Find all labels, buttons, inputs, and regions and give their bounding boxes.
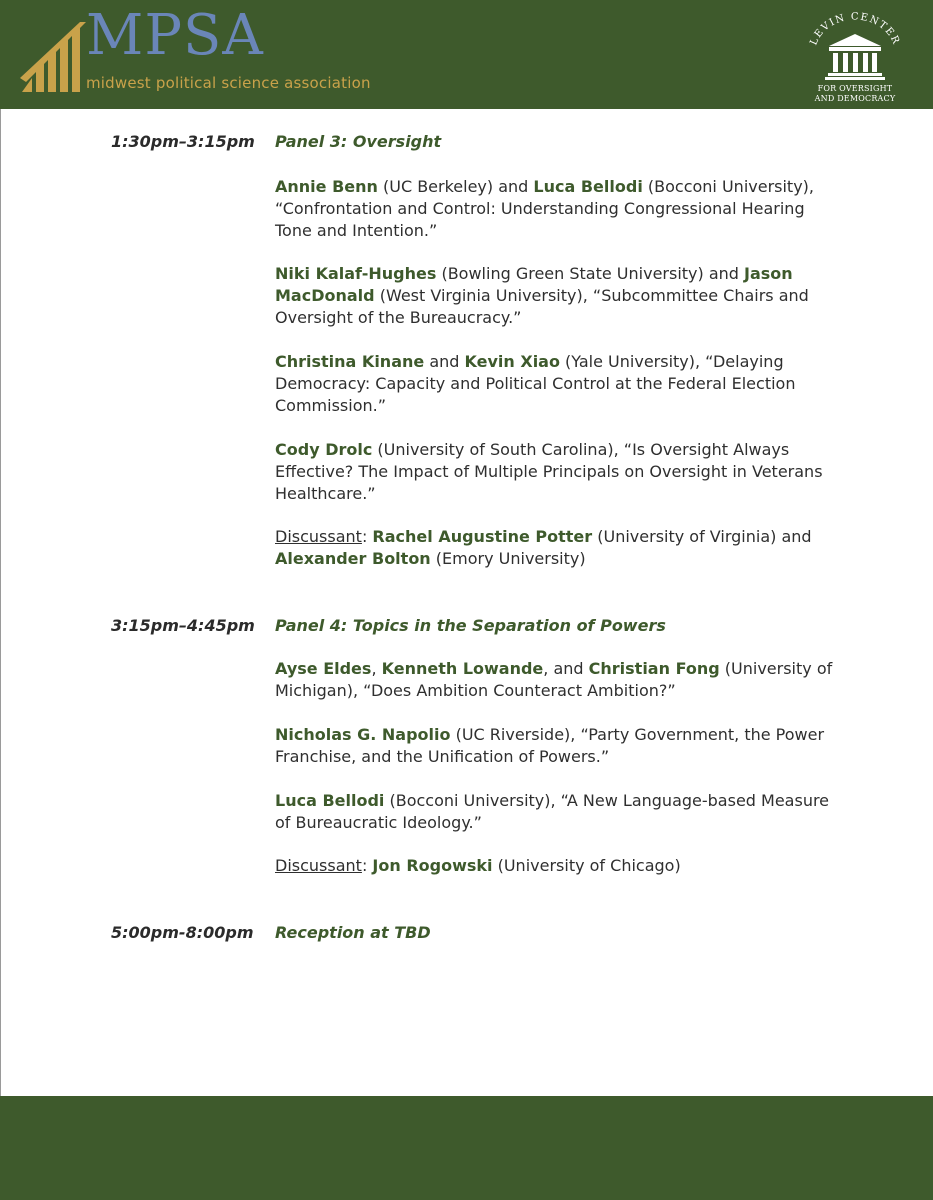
paper-entry: Luca Bellodi (Bocconi University), “A New Language-based Measure of Bureaucratic Ideology.” [275,791,830,832]
mpsa-columns-icon [20,18,90,96]
paper-entry: Cody Drolc (University of South Carolina), “Is Oversight Always Effective? The Impact of Multiple Principals on Oversight in Veterans Healthcare.” [275,440,823,503]
author-name: Annie Benn [275,177,378,196]
paper-entry: Annie Benn (UC Berkeley) and Luca Bellodi (Bocconi University), “Confrontation and Control: Understanding Congressional Hearing Tone and Intention.” [275,177,814,240]
paper-entry: Nicholas G. Napolio (UC Riverside), “Party Government, the Power Franchise, and the Unification of Powers.” [275,725,825,766]
session-time: 3:15pm–4:45pm [111,616,255,635]
footer-banner [0,1096,933,1200]
panel-title: Reception at TBD [275,923,431,942]
session-time: 5:00pm-8:00pm [111,923,254,942]
author-name: Nicholas G. Napolio [275,725,451,744]
discussant-label: Discussant [275,856,362,875]
levin-center-logo [800,8,910,106]
session-time: 1:30pm–3:15pm [111,132,255,151]
author-name: Ayse Eldes [275,659,372,678]
capitol-building-icon [825,32,885,82]
author-name: Niki Kalaf-Hughes [275,264,437,283]
author-name: Kevin Xiao [464,352,560,371]
discussant-name: Jon Rogowski [372,856,493,875]
author-name: Christina Kinane [275,352,425,371]
header-banner [0,0,933,109]
paper-entry: Ayse Eldes, Kenneth Lowande, and Christian Fong (University of Michigan), “Does Ambition Counteract Ambition?” [275,659,833,700]
discussant-label: Discussant [275,527,362,546]
discussant-entry: Discussant: Jon Rogowski (University of Chicago) [275,856,681,875]
page-edge-divider [0,109,1,1096]
discussant-name: Rachel Augustine Potter [372,527,593,546]
paper-entry: Christina Kinane and Kevin Xiao (Yale University), “Delaying Democracy: Capacity and Political Control at the Federal Election Commission.” [275,352,796,415]
discussant-name: Alexander Bolton [275,549,431,568]
author-name: Jason MacDonald [275,264,793,305]
panel-title: Panel 3: Oversight [275,132,442,151]
author-name: Cody Drolc [275,440,373,459]
author-name: Kenneth Lowande [381,659,544,678]
discussant-entry: Discussant: Rachel Augustine Potter (University of Virginia) and Alexander Bolton (Emory University) [275,527,812,568]
author-name: Luca Bellodi [275,791,385,810]
author-name: Luca Bellodi [533,177,643,196]
paper-entry: Niki Kalaf-Hughes (Bowling Green State University) and Jason MacDonald (West Virginia University), “Subcommittee Chairs and Oversight of the Bureaucracy.” [275,264,809,327]
author-name: Christian Fong [588,659,720,678]
mpsa-wordmark: MPSA [86,3,264,68]
mpsa-logo [20,3,390,98]
mpsa-subtitle: midwest political science association [86,74,371,92]
svg-text:LEVIN CENTER: LEVIN CENTER [808,11,902,47]
panel-title: Panel 4: Topics in the Separation of Powers [275,616,666,635]
levin-subtitle: FOR OVERSIGHT AND DEMOCRACY [814,84,896,103]
